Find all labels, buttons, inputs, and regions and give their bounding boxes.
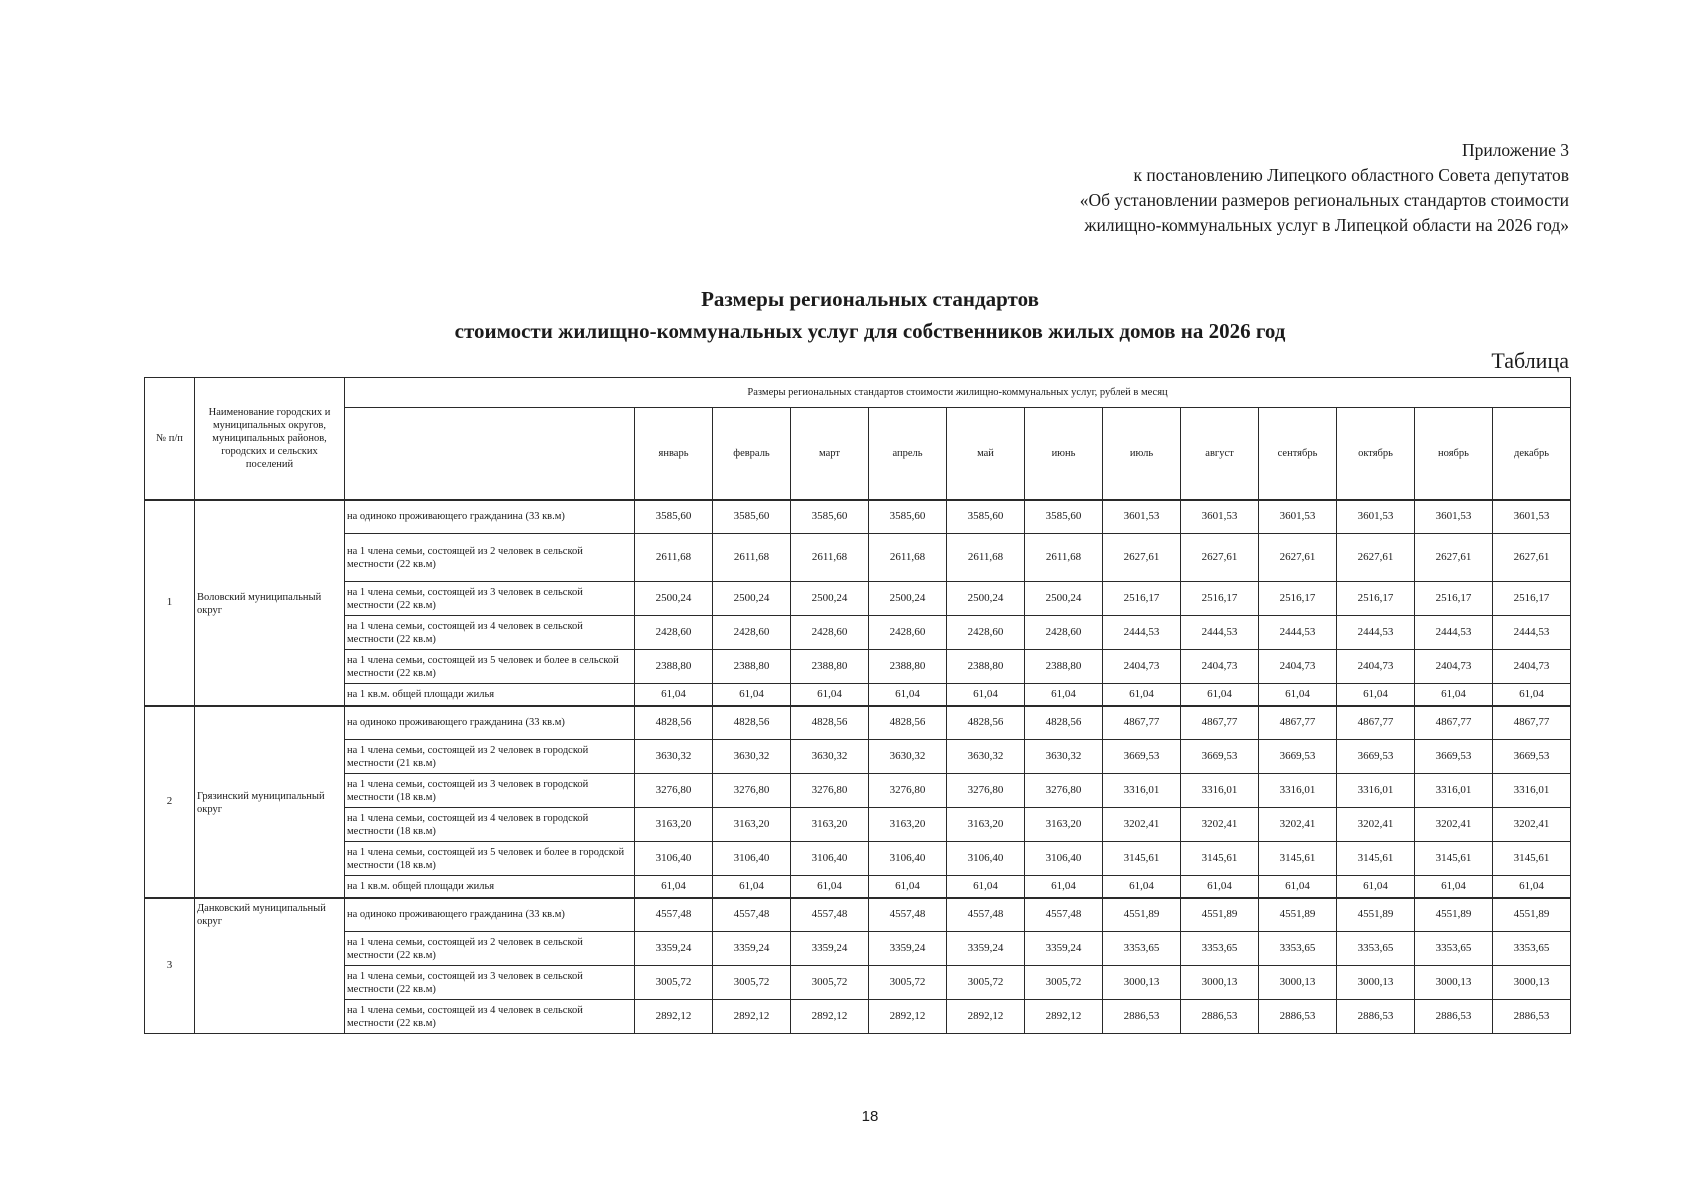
value-cell: 61,04 — [1181, 876, 1259, 898]
value-cell: 2611,68 — [713, 534, 791, 582]
value-cell: 2428,60 — [791, 616, 869, 650]
value-cell: 4828,56 — [791, 706, 869, 740]
value-cell: 2611,68 — [869, 534, 947, 582]
appendix-line: «Об установлении размеров региональных стандартов стоимости — [1079, 190, 1569, 210]
value-cell: 3202,41 — [1337, 808, 1415, 842]
value-cell: 3163,20 — [635, 808, 713, 842]
value-cell: 2892,12 — [947, 1000, 1025, 1034]
value-cell: 2388,80 — [947, 650, 1025, 684]
value-cell: 2611,68 — [947, 534, 1025, 582]
header-month: декабрь — [1493, 408, 1571, 500]
value-cell: 2516,17 — [1181, 582, 1259, 616]
value-cell: 3669,53 — [1259, 740, 1337, 774]
page-number: 18 — [861, 1108, 879, 1125]
value-cell: 3106,40 — [713, 842, 791, 876]
value-cell: 2388,80 — [791, 650, 869, 684]
value-cell: 2611,68 — [635, 534, 713, 582]
value-cell: 4551,89 — [1337, 898, 1415, 932]
value-cell: 2886,53 — [1181, 1000, 1259, 1034]
value-cell: 2627,61 — [1259, 534, 1337, 582]
table-row — [145, 808, 1571, 842]
table-row — [145, 966, 1571, 1000]
value-cell: 4557,48 — [791, 898, 869, 932]
value-cell: 3276,80 — [1025, 774, 1103, 808]
value-cell: 3601,53 — [1181, 500, 1259, 534]
table-row — [145, 1000, 1571, 1034]
value-cell: 61,04 — [947, 876, 1025, 898]
value-cell: 3276,80 — [869, 774, 947, 808]
table-row — [145, 534, 1571, 582]
value-cell: 3005,72 — [947, 966, 1025, 1000]
value-cell: 2892,12 — [791, 1000, 869, 1034]
table-row — [145, 616, 1571, 650]
value-cell: 2404,73 — [1181, 650, 1259, 684]
header-category — [345, 408, 635, 500]
value-cell: 3601,53 — [1493, 500, 1571, 534]
value-cell: 2886,53 — [1415, 1000, 1493, 1034]
value-cell: 61,04 — [1025, 684, 1103, 706]
value-cell: 61,04 — [1181, 684, 1259, 706]
value-cell: 3106,40 — [947, 842, 1025, 876]
value-cell: 61,04 — [1259, 876, 1337, 898]
document-title — [0, 283, 1697, 347]
value-cell: 3359,24 — [791, 932, 869, 966]
value-cell: 3276,80 — [947, 774, 1025, 808]
value-cell: 61,04 — [791, 876, 869, 898]
value-cell: 3630,32 — [1025, 740, 1103, 774]
value-cell: 3630,32 — [869, 740, 947, 774]
value-cell: 3316,01 — [1337, 774, 1415, 808]
value-cell: 3276,80 — [635, 774, 713, 808]
value-cell: 2444,53 — [1103, 616, 1181, 650]
category-cell: на 1 члена семьи, состоящей из 5 человек и более в городской местности (18 кв.м) — [345, 842, 635, 876]
value-cell: 4867,77 — [1259, 706, 1337, 740]
value-cell: 3000,13 — [1181, 966, 1259, 1000]
value-cell: 3316,01 — [1103, 774, 1181, 808]
category-cell: на 1 члена семьи, состоящей из 3 человек в сельской местности (22 кв.м) — [345, 582, 635, 616]
value-cell: 3145,61 — [1103, 842, 1181, 876]
value-cell: 3145,61 — [1415, 842, 1493, 876]
value-cell: 3630,32 — [791, 740, 869, 774]
appendix-reference — [869, 138, 1569, 238]
value-cell: 3202,41 — [1493, 808, 1571, 842]
value-cell: 3202,41 — [1181, 808, 1259, 842]
value-cell: 2500,24 — [947, 582, 1025, 616]
value-cell: 61,04 — [1415, 684, 1493, 706]
value-cell: 2404,73 — [1259, 650, 1337, 684]
header-num: № п/п — [145, 378, 195, 500]
value-cell: 3145,61 — [1181, 842, 1259, 876]
header-month: февраль — [713, 408, 791, 500]
value-cell: 3000,13 — [1493, 966, 1571, 1000]
value-cell: 2892,12 — [635, 1000, 713, 1034]
value-cell: 3163,20 — [713, 808, 791, 842]
header-month: апрель — [869, 408, 947, 500]
value-cell: 3601,53 — [1259, 500, 1337, 534]
value-cell: 2886,53 — [1103, 1000, 1181, 1034]
value-cell: 3353,65 — [1493, 932, 1571, 966]
table-row — [145, 500, 1571, 534]
value-cell: 3163,20 — [1025, 808, 1103, 842]
value-cell: 2428,60 — [947, 616, 1025, 650]
value-cell: 3163,20 — [947, 808, 1025, 842]
value-cell: 3202,41 — [1103, 808, 1181, 842]
value-cell: 3316,01 — [1259, 774, 1337, 808]
value-cell: 3005,72 — [1025, 966, 1103, 1000]
municipality-name: Данковский муниципальный округ — [195, 898, 345, 1034]
value-cell: 3005,72 — [713, 966, 791, 1000]
category-cell: на 1 члена семьи, состоящей из 2 человек в сельской местности (22 кв.м) — [345, 534, 635, 582]
value-cell: 3276,80 — [713, 774, 791, 808]
value-cell: 61,04 — [869, 684, 947, 706]
row-number: 2 — [145, 706, 195, 898]
value-cell: 3316,01 — [1415, 774, 1493, 808]
value-cell: 4557,48 — [1025, 898, 1103, 932]
value-cell: 2404,73 — [1337, 650, 1415, 684]
value-cell: 2892,12 — [869, 1000, 947, 1034]
value-cell: 4551,89 — [1493, 898, 1571, 932]
title-line-1: Размеры региональных стандартов — [701, 287, 1039, 311]
value-cell: 4867,77 — [1493, 706, 1571, 740]
value-cell: 2627,61 — [1103, 534, 1181, 582]
value-cell: 2627,61 — [1415, 534, 1493, 582]
category-cell: на одиноко проживающего гражданина (33 кв.м) — [345, 898, 635, 932]
value-cell: 4867,77 — [1337, 706, 1415, 740]
category-cell: на 1 кв.м. общей площади жилья — [345, 876, 635, 898]
value-cell: 61,04 — [947, 684, 1025, 706]
value-cell: 4557,48 — [869, 898, 947, 932]
value-cell: 4828,56 — [1025, 706, 1103, 740]
value-cell: 2516,17 — [1415, 582, 1493, 616]
value-cell: 3669,53 — [1493, 740, 1571, 774]
value-cell: 3353,65 — [1337, 932, 1415, 966]
value-cell: 3601,53 — [1103, 500, 1181, 534]
value-cell: 4828,56 — [869, 706, 947, 740]
value-cell: 3669,53 — [1415, 740, 1493, 774]
value-cell: 3163,20 — [791, 808, 869, 842]
value-cell: 3359,24 — [869, 932, 947, 966]
standards-table-wrapper — [144, 377, 1570, 1034]
value-cell: 3145,61 — [1493, 842, 1571, 876]
value-cell: 2627,61 — [1493, 534, 1571, 582]
value-cell: 2516,17 — [1493, 582, 1571, 616]
value-cell: 3601,53 — [1337, 500, 1415, 534]
value-cell: 61,04 — [1493, 684, 1571, 706]
category-cell: на 1 члена семьи, состоящей из 4 человек в сельской местности (22 кв.м) — [345, 616, 635, 650]
row-number: 1 — [145, 500, 195, 706]
value-cell: 2500,24 — [791, 582, 869, 616]
value-cell: 2388,80 — [1025, 650, 1103, 684]
value-cell: 61,04 — [635, 684, 713, 706]
value-cell: 3000,13 — [1259, 966, 1337, 1000]
value-cell: 2892,12 — [713, 1000, 791, 1034]
value-cell: 3005,72 — [635, 966, 713, 1000]
value-cell: 61,04 — [1103, 684, 1181, 706]
value-cell: 61,04 — [635, 876, 713, 898]
value-cell: 3585,60 — [869, 500, 947, 534]
value-cell: 3316,01 — [1181, 774, 1259, 808]
appendix-line: к постановлению Липецкого областного Совета депутатов — [1133, 165, 1569, 185]
value-cell: 3145,61 — [1337, 842, 1415, 876]
value-cell: 61,04 — [1025, 876, 1103, 898]
category-cell: на 1 члена семьи, состоящей из 3 человек в сельской местности (22 кв.м) — [345, 966, 635, 1000]
table-row — [145, 740, 1571, 774]
value-cell: 3630,32 — [635, 740, 713, 774]
value-cell: 61,04 — [791, 684, 869, 706]
value-cell: 4551,89 — [1415, 898, 1493, 932]
value-cell: 2388,80 — [635, 650, 713, 684]
value-cell: 61,04 — [869, 876, 947, 898]
value-cell: 3202,41 — [1259, 808, 1337, 842]
value-cell: 4551,89 — [1103, 898, 1181, 932]
header-month: июнь — [1025, 408, 1103, 500]
value-cell: 2500,24 — [869, 582, 947, 616]
value-cell: 3353,65 — [1103, 932, 1181, 966]
category-cell: на одиноко проживающего гражданина (33 кв.м) — [345, 706, 635, 740]
category-cell: на 1 члена семьи, состоящей из 5 человек и более в сельской местности (22 кв.м) — [345, 650, 635, 684]
value-cell: 3585,60 — [947, 500, 1025, 534]
header-month: июль — [1103, 408, 1181, 500]
header-month: сентябрь — [1259, 408, 1337, 500]
value-cell: 3669,53 — [1103, 740, 1181, 774]
table-row — [145, 898, 1571, 932]
value-cell: 3669,53 — [1181, 740, 1259, 774]
value-cell: 3106,40 — [869, 842, 947, 876]
table-row — [145, 684, 1571, 706]
value-cell: 3005,72 — [791, 966, 869, 1000]
value-cell: 3669,53 — [1337, 740, 1415, 774]
value-cell: 2444,53 — [1493, 616, 1571, 650]
value-cell: 3145,61 — [1259, 842, 1337, 876]
header-group: Размеры региональных стандартов стоимости жилищно-коммунальных услуг, рублей в месяц — [345, 378, 1571, 408]
value-cell: 61,04 — [1337, 876, 1415, 898]
value-cell: 4557,48 — [713, 898, 791, 932]
value-cell: 2428,60 — [635, 616, 713, 650]
value-cell: 2428,60 — [1025, 616, 1103, 650]
value-cell: 3316,01 — [1493, 774, 1571, 808]
category-cell: на 1 члена семьи, состоящей из 4 человек в городской местности (18 кв.м) — [345, 808, 635, 842]
appendix-line: жилищно-коммунальных услуг в Липецкой области на 2026 год» — [1084, 215, 1569, 235]
value-cell: 3359,24 — [1025, 932, 1103, 966]
table-row — [145, 842, 1571, 876]
value-cell: 2388,80 — [869, 650, 947, 684]
value-cell: 61,04 — [1493, 876, 1571, 898]
value-cell: 4828,56 — [635, 706, 713, 740]
value-cell: 2611,68 — [1025, 534, 1103, 582]
value-cell: 3106,40 — [1025, 842, 1103, 876]
municipality-name: Грязинский муниципальный округ — [195, 706, 345, 898]
value-cell: 61,04 — [1103, 876, 1181, 898]
category-cell: на 1 кв.м. общей площади жилья — [345, 684, 635, 706]
value-cell: 2611,68 — [791, 534, 869, 582]
value-cell: 3106,40 — [791, 842, 869, 876]
value-cell: 2444,53 — [1259, 616, 1337, 650]
value-cell: 2404,73 — [1415, 650, 1493, 684]
value-cell: 3202,41 — [1415, 808, 1493, 842]
value-cell: 3359,24 — [713, 932, 791, 966]
value-cell: 2428,60 — [869, 616, 947, 650]
value-cell: 2500,24 — [713, 582, 791, 616]
header-month: август — [1181, 408, 1259, 500]
value-cell: 3630,32 — [947, 740, 1025, 774]
value-cell: 61,04 — [1259, 684, 1337, 706]
value-cell: 2404,73 — [1103, 650, 1181, 684]
value-cell: 2444,53 — [1181, 616, 1259, 650]
table-row — [145, 582, 1571, 616]
value-cell: 2388,80 — [713, 650, 791, 684]
value-cell: 4557,48 — [947, 898, 1025, 932]
value-cell: 61,04 — [713, 684, 791, 706]
table-row — [145, 932, 1571, 966]
table-row — [145, 650, 1571, 684]
value-cell: 2500,24 — [635, 582, 713, 616]
value-cell: 3000,13 — [1337, 966, 1415, 1000]
value-cell: 2627,61 — [1337, 534, 1415, 582]
value-cell: 3000,13 — [1103, 966, 1181, 1000]
table-row — [145, 876, 1571, 898]
value-cell: 4551,89 — [1181, 898, 1259, 932]
header-month: ноябрь — [1415, 408, 1493, 500]
municipality-name: Воловский муниципальный округ — [195, 500, 345, 706]
value-cell: 2516,17 — [1259, 582, 1337, 616]
value-cell: 4828,56 — [947, 706, 1025, 740]
value-cell: 2892,12 — [1025, 1000, 1103, 1034]
row-number: 3 — [145, 898, 195, 1034]
value-cell: 3353,65 — [1415, 932, 1493, 966]
value-cell: 4551,89 — [1259, 898, 1337, 932]
value-cell: 4557,48 — [635, 898, 713, 932]
title-line-2: стоимости жилищно-коммунальных услуг для собственников жилых домов на 2026 год — [454, 319, 1286, 343]
value-cell: 2627,61 — [1181, 534, 1259, 582]
table-row — [145, 774, 1571, 808]
value-cell: 2886,53 — [1259, 1000, 1337, 1034]
value-cell: 4828,56 — [713, 706, 791, 740]
value-cell: 3585,60 — [791, 500, 869, 534]
value-cell: 4867,77 — [1181, 706, 1259, 740]
category-cell: на 1 члена семьи, состоящей из 4 человек в сельской местности (22 кв.м) — [345, 1000, 635, 1034]
value-cell: 4867,77 — [1415, 706, 1493, 740]
table-label: Таблица — [1491, 348, 1569, 373]
value-cell: 3585,60 — [635, 500, 713, 534]
value-cell: 61,04 — [713, 876, 791, 898]
category-cell: на 1 члена семьи, состоящей из 3 человек в городской местности (18 кв.м) — [345, 774, 635, 808]
value-cell: 3106,40 — [635, 842, 713, 876]
value-cell: 3585,60 — [713, 500, 791, 534]
value-cell: 2428,60 — [713, 616, 791, 650]
value-cell: 2516,17 — [1337, 582, 1415, 616]
value-cell: 2886,53 — [1493, 1000, 1571, 1034]
value-cell: 2516,17 — [1103, 582, 1181, 616]
header-month: январь — [635, 408, 713, 500]
value-cell: 3163,20 — [869, 808, 947, 842]
header-name: Наименование городских и муниципальных округов, муниципальных районов, городских и сельских поселений — [195, 378, 345, 500]
value-cell: 3353,65 — [1181, 932, 1259, 966]
table-row — [145, 706, 1571, 740]
value-cell: 2886,53 — [1337, 1000, 1415, 1034]
value-cell: 61,04 — [1415, 876, 1493, 898]
value-cell: 2404,73 — [1493, 650, 1571, 684]
value-cell: 3359,24 — [635, 932, 713, 966]
value-cell: 4867,77 — [1103, 706, 1181, 740]
standards-table — [144, 377, 1571, 1034]
value-cell: 2444,53 — [1337, 616, 1415, 650]
value-cell: 3630,32 — [713, 740, 791, 774]
category-cell: на 1 члена семьи, состоящей из 2 человек в городской местности (21 кв.м) — [345, 740, 635, 774]
appendix-line: Приложение 3 — [1461, 140, 1569, 160]
value-cell: 3359,24 — [947, 932, 1025, 966]
value-cell: 3601,53 — [1415, 500, 1493, 534]
header-month: май — [947, 408, 1025, 500]
header-month: март — [791, 408, 869, 500]
value-cell: 2500,24 — [1025, 582, 1103, 616]
category-cell: на 1 члена семьи, состоящей из 2 человек в сельской местности (22 кв.м) — [345, 932, 635, 966]
value-cell: 61,04 — [1337, 684, 1415, 706]
value-cell: 2444,53 — [1415, 616, 1493, 650]
value-cell: 3585,60 — [1025, 500, 1103, 534]
value-cell: 3005,72 — [869, 966, 947, 1000]
header-month: октябрь — [1337, 408, 1415, 500]
value-cell: 3000,13 — [1415, 966, 1493, 1000]
value-cell: 3353,65 — [1259, 932, 1337, 966]
category-cell: на одиноко проживающего гражданина (33 кв.м) — [345, 500, 635, 534]
value-cell: 3276,80 — [791, 774, 869, 808]
